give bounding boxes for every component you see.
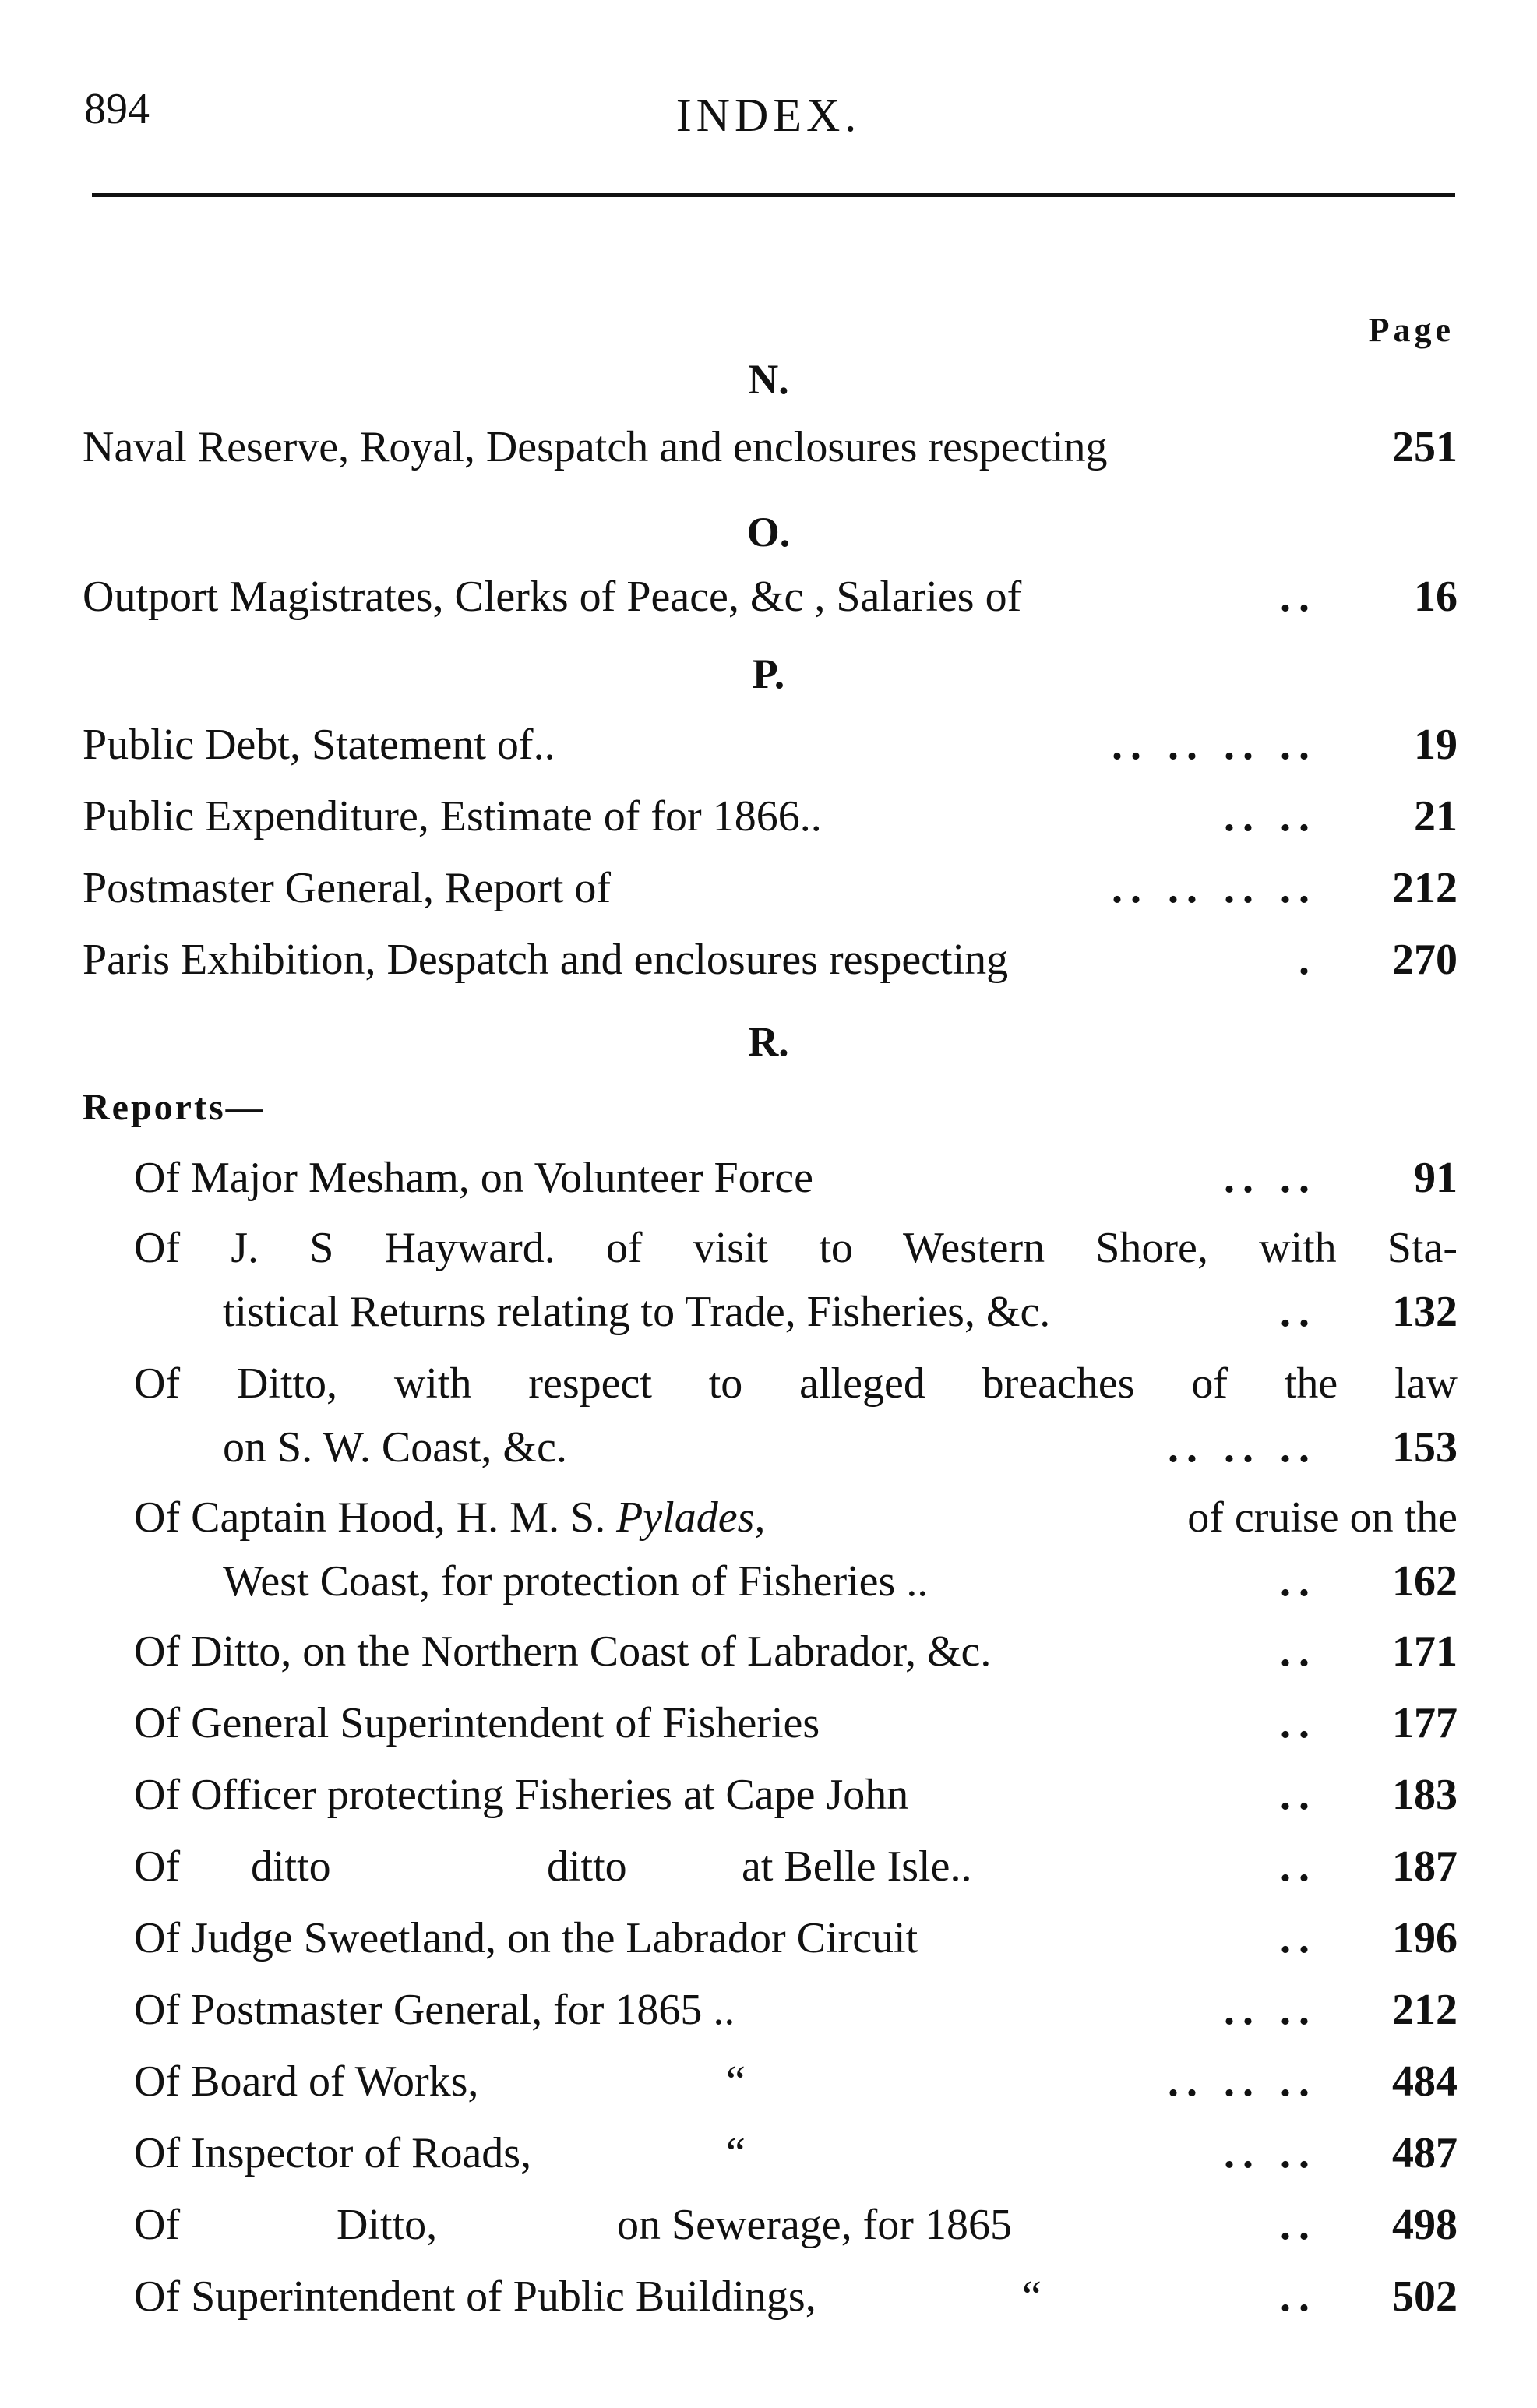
entry-text: Of: [134, 1842, 181, 1891]
entry-text: of cruise on the: [1187, 1493, 1458, 1542]
entry-text: Paris Exhibition, Despatch and enclosures respecting: [83, 936, 1009, 984]
index-entry: [83, 866, 1458, 910]
entry-text: Public Debt, Statement of..: [83, 721, 555, 769]
entry-page: 270: [1392, 936, 1458, 984]
entry-page: 212: [1392, 1986, 1458, 2034]
ditto-mark: “: [726, 2129, 746, 2177]
index-entry: [134, 2203, 1458, 2247]
entry-leader: ..: [1280, 2272, 1317, 2321]
entry-text: at Belle Isle..: [742, 1842, 972, 1891]
entry-page: 212: [1392, 864, 1458, 912]
ditto-mark: “: [1022, 2272, 1042, 2321]
entry-page: 162: [1392, 1557, 1458, 1606]
entry-leader: ..: [1280, 1914, 1317, 1962]
entry-leader: ..: [1280, 1699, 1317, 1747]
entry-text: Of Inspector of Roads,: [134, 2129, 532, 2177]
reports-subheading: Reports—: [83, 1087, 266, 1128]
index-entry: [134, 1916, 1458, 1960]
entry-text: Of: [134, 2201, 181, 2249]
index-entry: [134, 1773, 1458, 1817]
entry-leader: .. ..: [1224, 1154, 1317, 1202]
entry-text: Of Officer protecting Fisheries at Cape John: [134, 1771, 909, 1819]
entry-text: ditto: [547, 1842, 627, 1891]
entry-text: Of Captain Hood, H. M. S.: [134, 1493, 606, 1542]
entry-text: Of Superintendent of Public Buildings,: [134, 2272, 816, 2321]
entry-page: 153: [1392, 1423, 1458, 1472]
entry-text: Ditto,: [337, 2201, 438, 2249]
entry-page: 251: [1392, 423, 1458, 471]
entry-leader: .. ..: [1224, 1986, 1317, 2034]
entry-text: Of Ditto, on the Northern Coast of Labrador, &c.: [134, 1627, 992, 1676]
entry-text: Postmaster General, Report of: [83, 864, 612, 912]
index-entry: [134, 2272, 1458, 2321]
entry-leader: .. ..: [1224, 792, 1317, 841]
entry-page: 21: [1414, 792, 1458, 841]
index-entry: [223, 1290, 1458, 1334]
index-entry: [83, 575, 1458, 619]
index-entry: [134, 1701, 1458, 1745]
entry-page: 16: [1414, 573, 1458, 621]
entry-page: 484: [1392, 2057, 1458, 2106]
entry-text: tistical Returns relating to Trade, Fisheries, &c.: [223, 1288, 1051, 1336]
entry-text: Of General Superintendent of Fisheries: [134, 1699, 820, 1747]
entry-leader: ..: [1280, 2201, 1317, 2249]
entry-page: 177: [1392, 1699, 1458, 1747]
entry-leader: .. .. ..: [1168, 1423, 1317, 1472]
index-entry: [83, 792, 1458, 841]
entry-page: 487: [1392, 2129, 1458, 2177]
entry-leader: ..: [1280, 573, 1317, 621]
entry-leader: ..: [1280, 1771, 1317, 1819]
section-letter-r: R.: [748, 1018, 789, 1065]
entry-leader: .. .. .. ..: [1112, 864, 1317, 912]
entry-leader: .. .. ..: [1168, 2057, 1317, 2106]
entry-leader: ..: [1280, 1627, 1317, 1676]
entry-page: 183: [1392, 1771, 1458, 1819]
section-letter-o: O.: [746, 509, 791, 555]
entry-first-line: Of Ditto, with respect to alleged breaches of the law: [134, 1359, 1458, 1408]
entry-first-line: Of J. S Hayward. of visit to Western Shore, with Sta-: [134, 1224, 1458, 1272]
entry-page: 502: [1392, 2272, 1458, 2321]
entry-leader: .. .. .. ..: [1112, 721, 1317, 769]
entry-first-line: [134, 1493, 1458, 1542]
entry-text: West Coast, for protection of Fisheries ..: [223, 1557, 929, 1606]
entry-page: 19: [1414, 721, 1458, 769]
page-number: 894: [84, 85, 150, 133]
entry-page: 187: [1392, 1842, 1458, 1891]
index-entry: [83, 425, 1458, 469]
index-entry: [134, 2057, 1458, 2106]
index-entry: [134, 2131, 1458, 2175]
entry-leader: ..: [1280, 1557, 1317, 1606]
entry-text: Of Major Mesham, on Volunteer Force: [134, 1154, 813, 1202]
ditto-mark: “: [726, 2057, 746, 2106]
entry-text: ditto: [251, 1842, 331, 1891]
entry-page: 498: [1392, 2201, 1458, 2249]
entry-text: Naval Reserve, Royal, Despatch and enclosures respecting: [83, 423, 1108, 471]
index-entry: [223, 1557, 1458, 1606]
index-entry: [83, 938, 1458, 982]
entry-text: Outport Magistrates, Clerks of Peace, &c , Salaries of: [83, 573, 1022, 621]
running-head: INDEX.: [675, 90, 862, 141]
entry-text: Of Board of Works,: [134, 2057, 479, 2106]
entry-leader: .. ..: [1224, 2129, 1317, 2177]
index-entry: [83, 723, 1458, 767]
index-entry: [134, 1156, 1458, 1200]
entry-text: Of Judge Sweetland, on the Labrador Circuit: [134, 1914, 918, 1962]
entry-page: 196: [1392, 1914, 1458, 1962]
index-entry: [134, 1988, 1458, 2032]
ship-name: Pylades,: [616, 1493, 766, 1542]
entry-text: Of Postmaster General, for 1865 ..: [134, 1986, 735, 2034]
entry-page: 132: [1392, 1288, 1458, 1336]
entry-page: 171: [1392, 1627, 1458, 1676]
entry-leader: ..: [1280, 1288, 1317, 1336]
entry-text: on Sewerage, for 1865: [617, 2201, 1012, 2249]
section-letter-n: N.: [748, 356, 789, 403]
index-entry: [223, 1423, 1458, 1472]
section-letter-p: P.: [752, 650, 785, 697]
entry-leader: .: [1299, 936, 1317, 984]
index-entry: [134, 1842, 1458, 1891]
page-column-heading: Page: [1368, 311, 1454, 349]
entry-page: 91: [1414, 1154, 1458, 1202]
entry-leader: ..: [1280, 1842, 1317, 1891]
header-rule: [92, 193, 1455, 197]
entry-text: Public Expenditure, Estimate of for 1866..: [83, 792, 822, 841]
index-entry: [134, 1627, 1458, 1676]
entry-text: on S. W. Coast, &c.: [223, 1423, 567, 1472]
